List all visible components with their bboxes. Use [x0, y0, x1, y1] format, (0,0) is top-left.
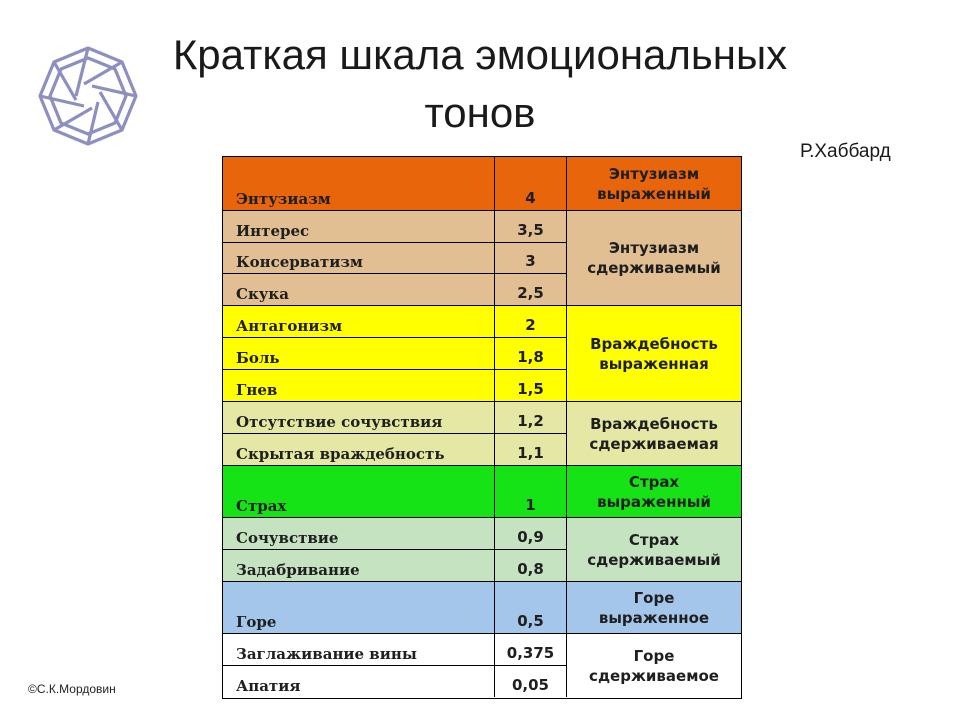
tone-value: 0,375	[495, 634, 567, 665]
tone-name: Скрытая враждебность	[223, 434, 495, 465]
tone-group-label	[567, 518, 741, 582]
group-label-line-2: сдерживаемый	[587, 259, 721, 277]
table-row	[223, 466, 567, 518]
emotional-tone-table	[222, 156, 742, 699]
tone-name: Сочувствие	[223, 518, 495, 549]
group-label-line-2: выраженное	[598, 608, 710, 627]
tone-group-label	[567, 157, 741, 211]
tone-name: Антагонизм	[223, 306, 495, 337]
tone-name: Апатия	[223, 666, 495, 697]
table-row	[223, 211, 567, 243]
group-label-line-2: выраженный	[597, 184, 711, 203]
group-label-line-1: Страх	[628, 472, 680, 491]
tone-name: Отсутствие сочувствия	[223, 402, 495, 433]
tone-group-label	[567, 211, 741, 306]
table-row	[223, 518, 567, 550]
tone-name: Страх	[223, 466, 495, 517]
tone-name: Скука	[223, 274, 495, 305]
title-line-2: тонов	[424, 89, 536, 136]
table-row	[223, 338, 567, 370]
tone-value: 1,1	[495, 434, 567, 465]
table-row	[223, 402, 567, 434]
table-row	[223, 243, 567, 274]
group-label-line-2: сдерживаемое	[589, 666, 719, 685]
table-row	[223, 370, 567, 402]
tone-name: Горе	[223, 582, 495, 633]
table-row	[223, 634, 567, 666]
group-label-line-2: сдерживаемая	[589, 434, 719, 453]
tone-name: Задабривание	[223, 550, 495, 581]
group-label-line-1: Враждебность	[590, 414, 718, 433]
group-label-line-1: Энтузиазм	[608, 239, 700, 257]
tone-value: 3	[495, 243, 567, 273]
author-label: Р.Хаббард	[800, 141, 891, 162]
copyright-label: ©С.К.Мордовин	[28, 682, 116, 696]
tone-name: Боль	[223, 338, 495, 369]
page-title	[120, 26, 840, 142]
table-row	[223, 550, 567, 582]
tone-value: 0,05	[495, 666, 567, 697]
title-line-1: Краткая шкала эмоциональных	[172, 31, 788, 78]
tone-value: 1,8	[495, 338, 567, 369]
tone-value: 2,5	[495, 274, 567, 305]
table-row	[223, 157, 567, 211]
tone-value: 1,5	[495, 370, 567, 401]
group-label-line-1: Враждебность	[590, 334, 718, 353]
group-label-line-1: Горе	[633, 588, 675, 607]
tone-name: Заглаживание вины	[223, 634, 495, 665]
tone-group-label	[567, 634, 741, 697]
tone-name: Гнев	[223, 370, 495, 401]
table-row	[223, 274, 567, 306]
tone-name: Консерватизм	[223, 243, 495, 273]
tone-value: 4	[495, 157, 567, 210]
tone-value: 0,8	[495, 550, 567, 581]
tone-value: 2	[495, 306, 567, 337]
table-row	[223, 306, 567, 338]
table-row	[223, 434, 567, 466]
group-label-line-1: Энтузиазм	[608, 164, 700, 183]
tone-group-label	[567, 306, 741, 402]
table-row	[223, 582, 567, 634]
tone-group-label	[567, 402, 741, 466]
tone-value: 1	[495, 466, 567, 517]
tone-value: 0,9	[495, 518, 567, 549]
group-label-line-1: Горе	[633, 646, 675, 665]
tone-value: 1,2	[495, 402, 567, 433]
table-row	[223, 666, 567, 697]
tone-name: Энтузиазм	[223, 157, 495, 210]
tone-group-label	[567, 582, 741, 634]
tone-group-label	[567, 466, 741, 518]
group-label-line-1: Страх	[628, 530, 680, 549]
tone-value: 0,5	[495, 582, 567, 633]
group-label-line-2: сдерживаемый	[587, 550, 721, 569]
group-label-line-2: выраженный	[597, 492, 711, 511]
tone-name: Интерес	[223, 211, 495, 242]
tone-value: 3,5	[495, 211, 567, 242]
group-label-line-2: выраженная	[599, 354, 709, 373]
